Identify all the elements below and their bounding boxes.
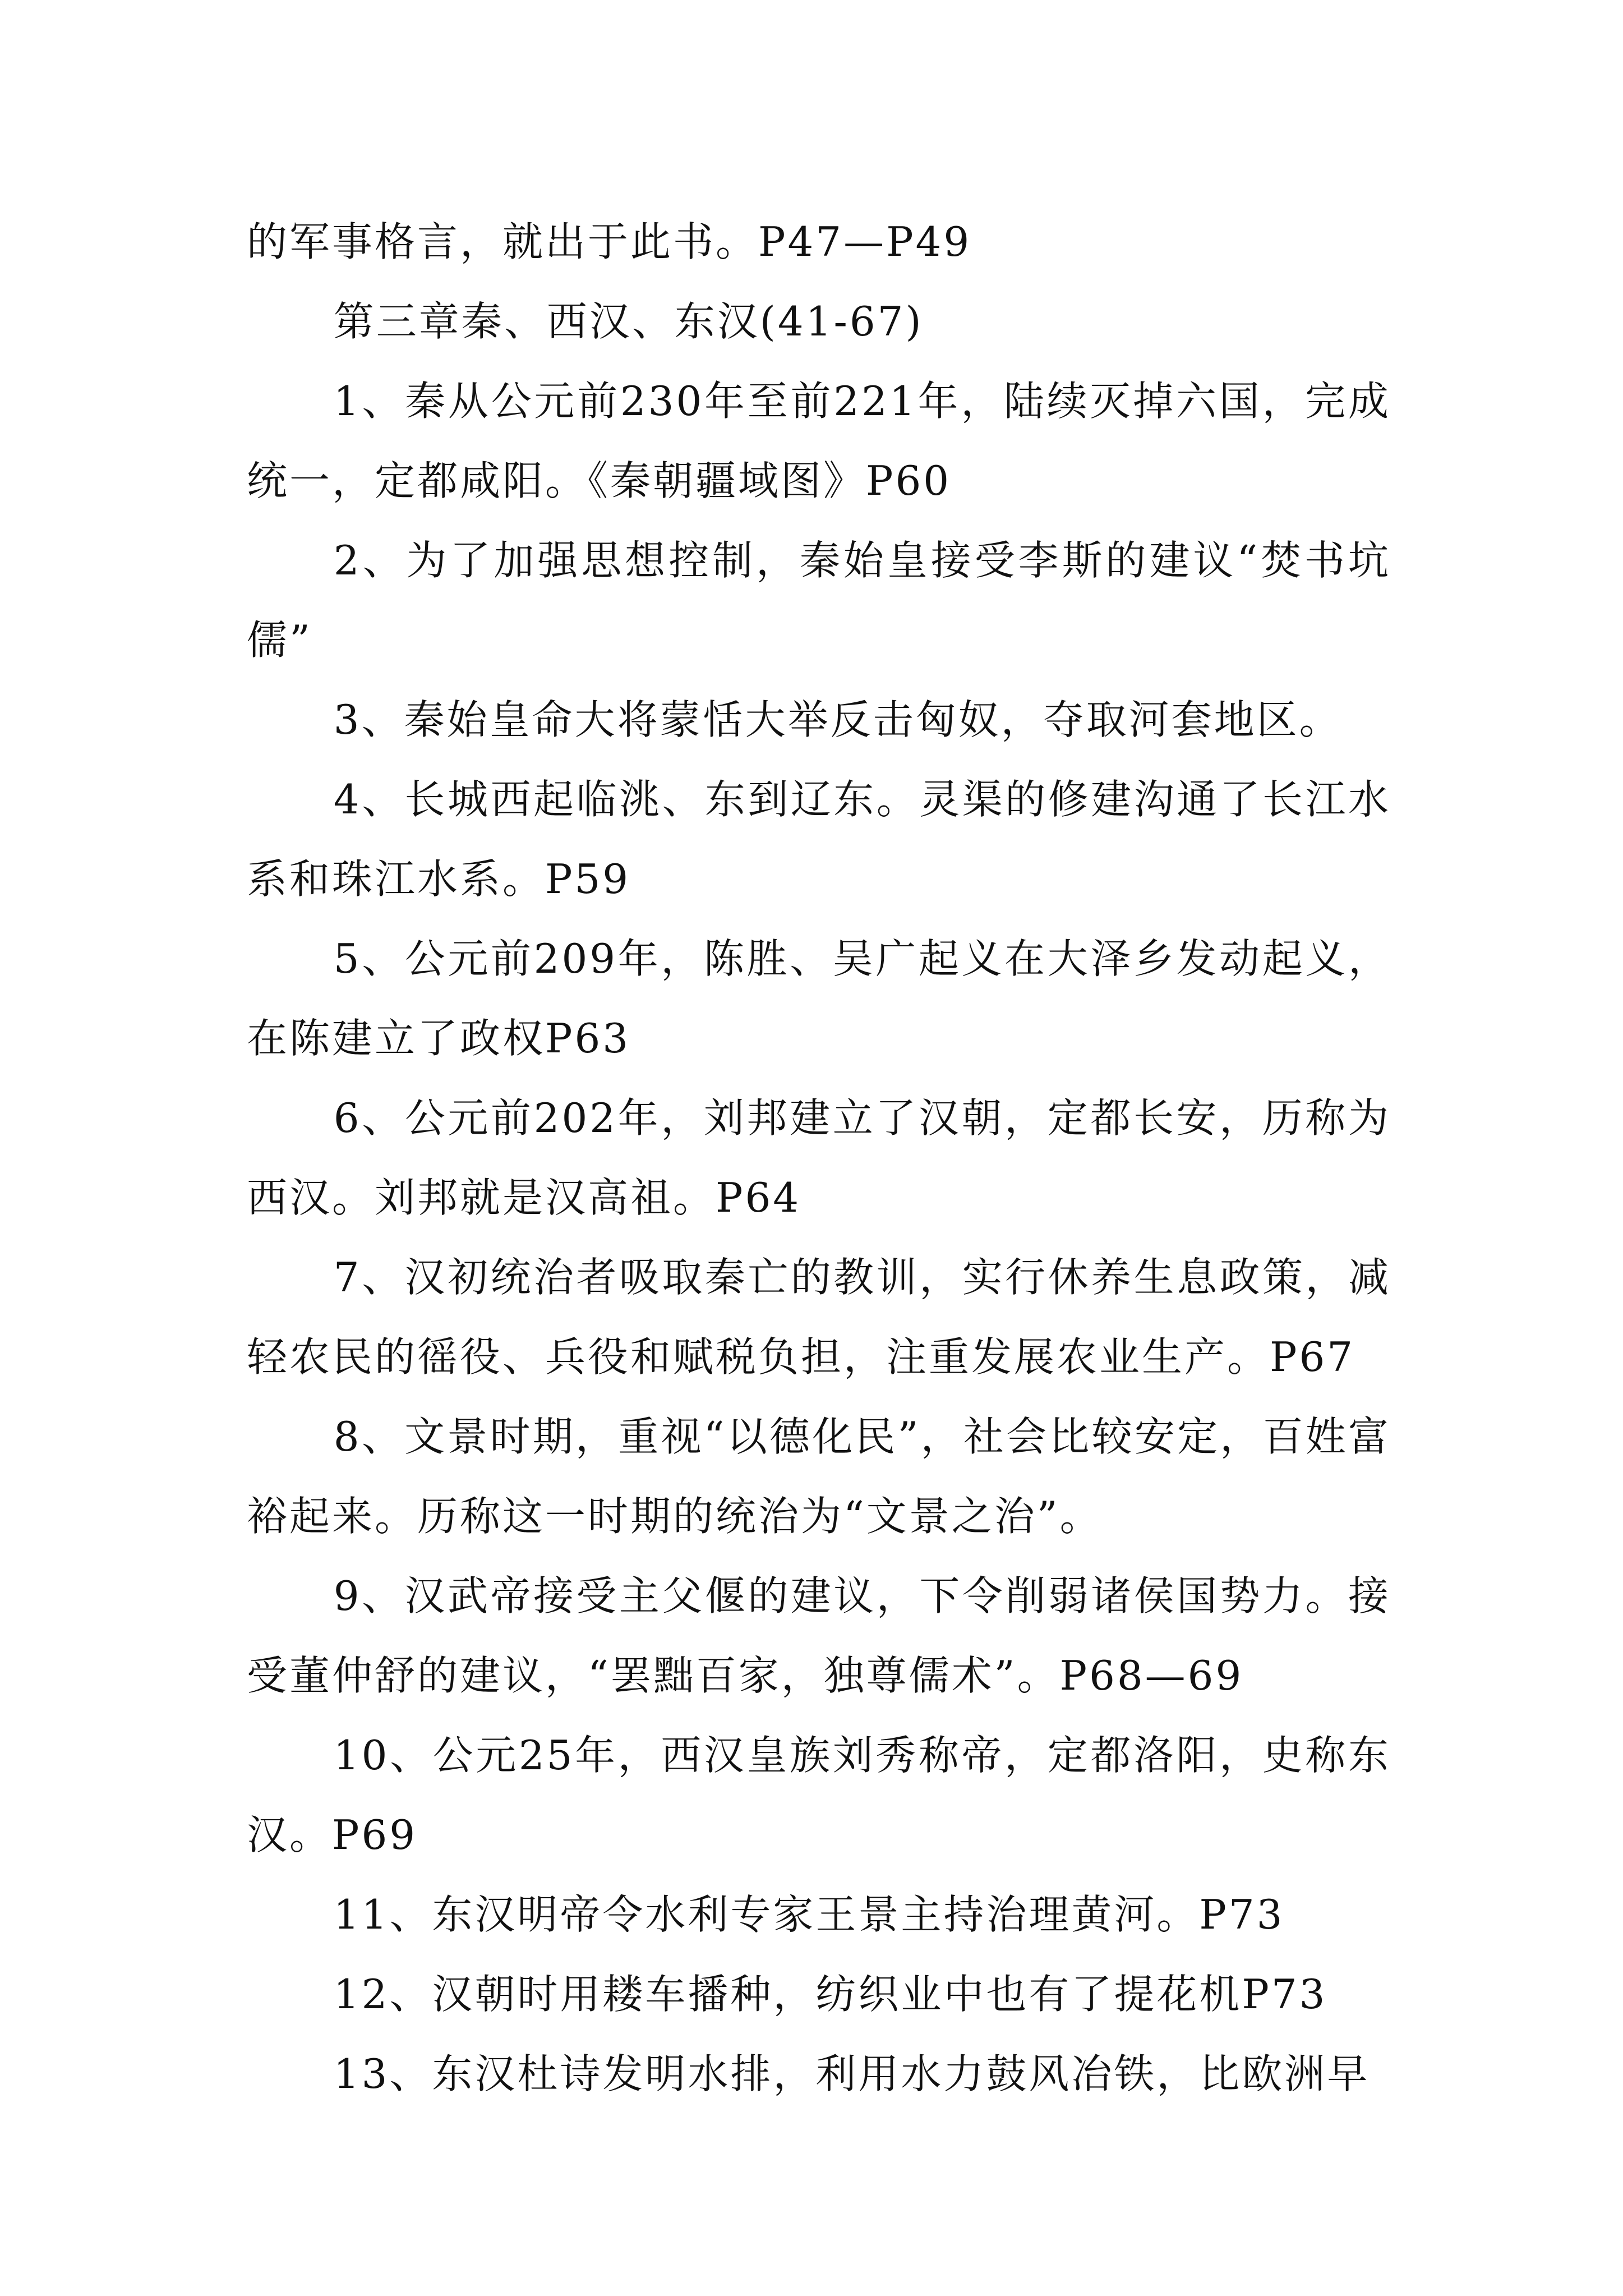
chapter-heading: 第三章秦、西汉、东汉(41-67) xyxy=(333,298,924,345)
paragraph-item-8: 8、文景时期，重视“以德化民”，社会比较安定，百姓富裕起来。历称这一时期的统治为“文景之治”。 xyxy=(247,1413,1391,1540)
paragraph-item-6: 6、公元前202年，刘邦建立了汉朝，定都长安，历称为西汉。刘邦就是汉高祖。P64 xyxy=(247,1094,1391,1221)
paragraph-item-11: 11、东汉明帝令水利专家王景主持治理黄河。P73 xyxy=(333,1891,1285,1938)
paragraph-item-5: 5、公元前209年，陈胜、吴广起义在大泽乡发动起义，在陈建立了政权P63 xyxy=(247,935,1391,1062)
paragraph-item-4: 4、长城西起临洮、东到辽东。灵渠的修建沟通了长江水系和珠江水系。P59 xyxy=(247,776,1391,903)
paragraph-item-7: 7、汉初统治者吸取秦亡的教训，实行休养生息政策，减轻农民的徭役、兵役和赋税负担，注重发展农业生产。P67 xyxy=(247,1254,1391,1381)
paragraph-item-1: 1、秦从公元前230年至前221年，陆续灭掉六国，完成统一，定都咸阳。《秦朝疆域图》P60 xyxy=(247,378,1391,504)
paragraph-item-9: 9、汉武帝接受主父偃的建议，下令削弱诸侯国势力。接受董仲舒的建议，“罢黜百家，独尊儒术”。P68—69 xyxy=(247,1572,1391,1699)
paragraph-item-13: 13、东汉杜诗发明水排，利用水力鼓风冶铁，比欧洲早 xyxy=(333,2050,1370,2097)
paragraph-item-10: 10、公元25年，西汉皇族刘秀称帝，定都洛阳，史称东汉。P69 xyxy=(247,1732,1391,1858)
body-text xyxy=(247,202,1391,2114)
paragraph-continuation: 的军事格言，就出于此书。P47—P49 xyxy=(247,218,972,265)
paragraph-item-3: 3、秦始皇命大将蒙恬大举反击匈奴，夺取河套地区。 xyxy=(333,696,1342,743)
paragraph-item-2: 2、为了加强思想控制，秦始皇接受李斯的建议“焚书坑儒” xyxy=(247,537,1391,664)
paragraph-item-12: 12、汉朝时用耧车播种，纺织业中也有了提花机P73 xyxy=(333,1971,1327,2018)
